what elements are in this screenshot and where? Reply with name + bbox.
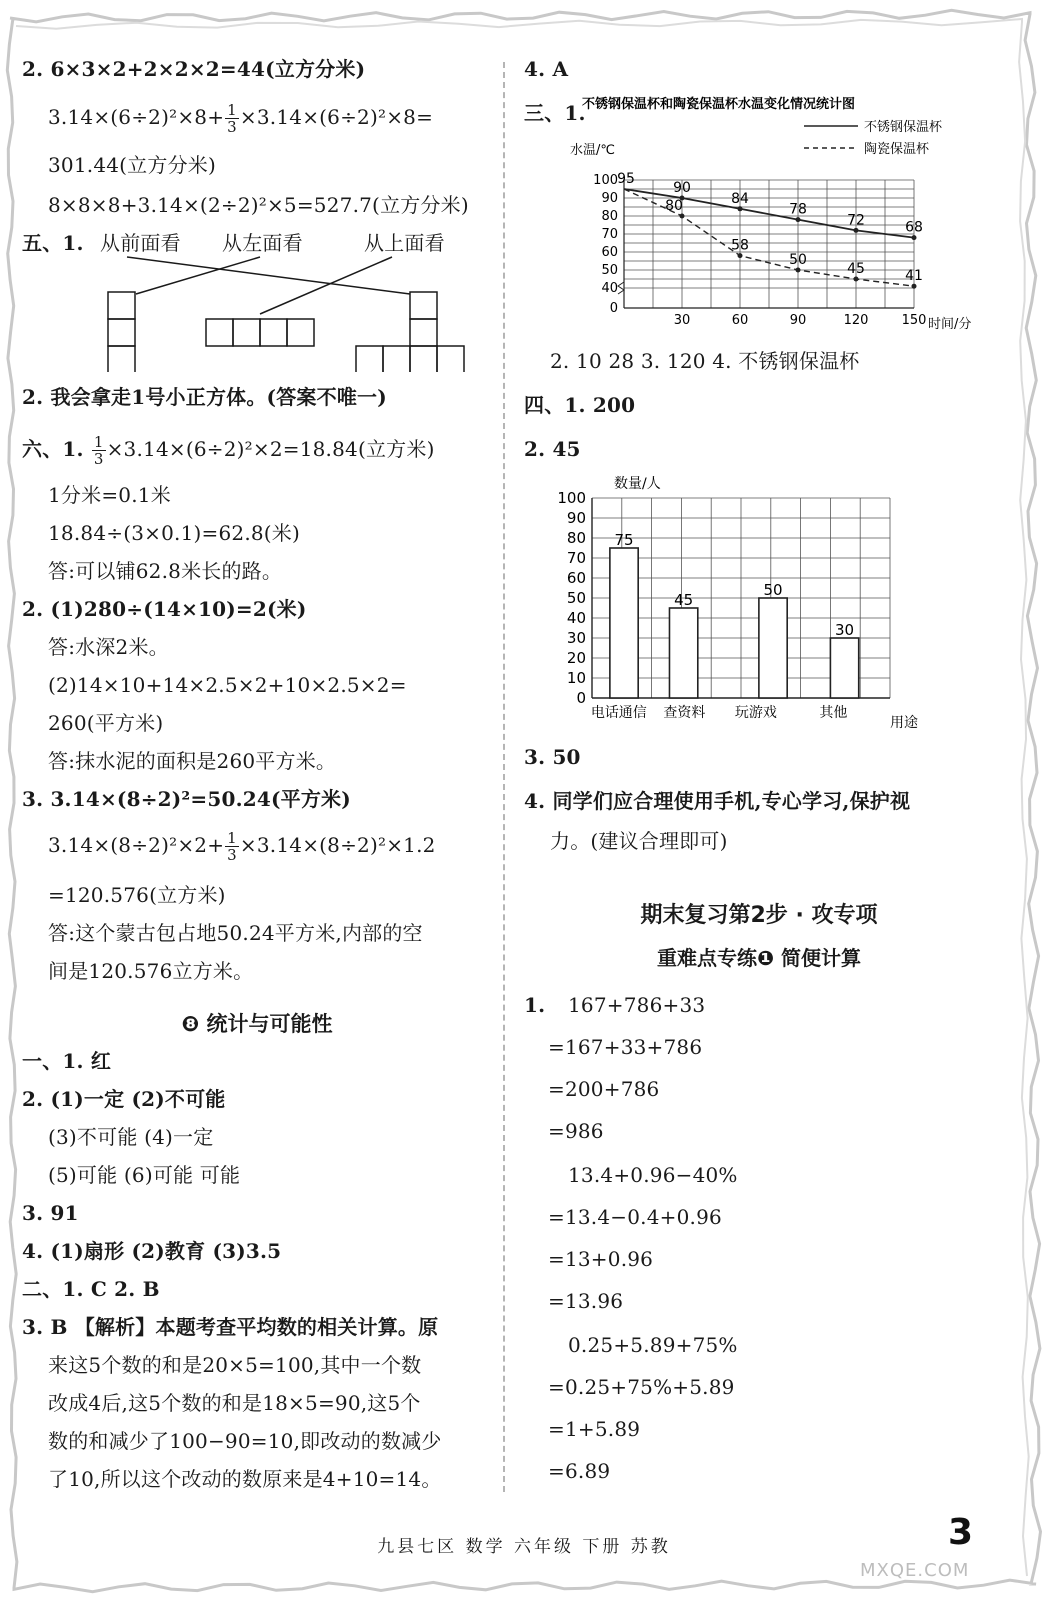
answer-line xyxy=(22,434,435,467)
section-number: 三、1. xyxy=(524,101,586,125)
answer-line: 四、1. 200 xyxy=(524,393,636,417)
bar xyxy=(669,608,697,698)
answer-line: (5)可能 (6)可能 可能 xyxy=(48,1163,241,1187)
data-label: 80 xyxy=(665,198,683,214)
y-tick-label: 60 xyxy=(601,245,618,260)
calc-line: =200+786 xyxy=(548,1077,660,1101)
answer-line: =120.576(立方米) xyxy=(48,883,226,907)
y-tick-label: 10 xyxy=(566,669,586,687)
answer-line: 8×8×8+3.14×(2÷2)²×5=527.7(立方分米) xyxy=(48,193,469,217)
view-shape-column xyxy=(108,292,135,372)
data-point xyxy=(796,217,801,222)
legend-label: 不锈钢保温杯 xyxy=(864,120,943,135)
answer-line: 18.84÷(3×0.1)=62.8(米) xyxy=(48,521,301,545)
answer-line: 一、1. 红 xyxy=(22,1049,112,1073)
answer-line xyxy=(48,830,436,863)
x-tick-label: 90 xyxy=(789,313,807,328)
category-label: 电话通信 xyxy=(590,705,647,721)
bar-value-label: 75 xyxy=(614,531,634,549)
data-label: 84 xyxy=(731,190,749,207)
fraction xyxy=(225,102,239,135)
answer-line: 答:水深2米。 xyxy=(48,635,169,659)
answer-line: 2. 10 28 3. 120 4. 不锈钢保温杯 xyxy=(550,349,860,373)
chart-title: 不锈钢保温杯和陶瓷保温杯水温变化情况统计图 xyxy=(582,97,856,112)
answer-line: 3. 50 xyxy=(524,745,581,769)
calc-line: =1+5.89 xyxy=(548,1417,641,1441)
y-tick-label: 60 xyxy=(566,569,586,587)
answer-line: 4. 同学们应合理使用手机,专心学习,保护视 xyxy=(524,789,911,813)
page-footer: 九县七区 数学 六年级 下册 苏教 xyxy=(377,1537,671,1557)
answer-line: 4. (1)扇形 (2)教育 (3)3.5 xyxy=(22,1239,282,1263)
answer-line: 260(平方米) xyxy=(48,711,164,735)
y-tick-label: 50 xyxy=(601,263,618,278)
fraction-numerator: 1 xyxy=(93,433,104,451)
answer-text: ×3.14×(6÷2)²×8= xyxy=(239,105,434,129)
fraction-numerator: 1 xyxy=(227,829,237,847)
answer-line: 2. (1)280÷(14×10)=2(米) xyxy=(22,597,307,621)
answer-line: 了10,所以这个改动的数原来是4+10=14。 xyxy=(48,1467,442,1491)
answer-line: 3. B 【解析】本题考查平均数的相关计算。原 xyxy=(22,1315,439,1339)
data-label: 58 xyxy=(731,237,749,254)
data-label: 50 xyxy=(789,252,807,268)
answer-line: 1分米=0.1米 xyxy=(48,483,171,507)
data-label: 78 xyxy=(789,201,807,218)
data-point xyxy=(912,284,917,289)
answer-line: (2)14×10+14×2.5×2+10×2.5×2= xyxy=(48,673,407,697)
answer-text: 3.14×(8÷2)²×2+ xyxy=(48,833,225,857)
bar xyxy=(830,638,858,698)
y-tick-label: 40 xyxy=(601,281,618,296)
data-label: 45 xyxy=(847,261,865,277)
y-axis-label: 水温/℃ xyxy=(570,143,615,158)
y-tick-label: 20 xyxy=(566,649,586,667)
calc-line: 13.4+0.96−40% xyxy=(568,1163,738,1187)
subsection-heading: 重难点专练❶ 简便计算 xyxy=(657,946,861,970)
page-number: 3 xyxy=(948,1512,974,1553)
fraction xyxy=(92,434,106,467)
data-point xyxy=(796,268,801,273)
y-tick-label: 90 xyxy=(601,191,618,206)
answer-line: 答:抹水泥的面积是260平方米。 xyxy=(48,749,337,773)
answer-text: ×3.14×(8÷2)²×1.2 xyxy=(239,833,436,857)
answer-line: 改成4后,这5个数的和是18×5=90,这5个 xyxy=(48,1391,421,1415)
chart-grid xyxy=(593,173,926,328)
bar-value-label: 45 xyxy=(674,591,694,609)
bar xyxy=(759,598,787,698)
calc-line: =13+0.96 xyxy=(548,1247,654,1271)
answer-line xyxy=(48,102,433,135)
data-point xyxy=(854,228,859,233)
view-label-front: 从前面看 xyxy=(100,231,181,255)
fraction-denominator: 3 xyxy=(93,450,104,468)
data-label: 41 xyxy=(905,268,923,285)
y-tick-label: 70 xyxy=(566,549,586,567)
y-tick-label: 30 xyxy=(566,629,586,647)
data-point xyxy=(680,214,685,219)
y-tick-label: 70 xyxy=(601,227,618,242)
y-tick-label: 80 xyxy=(601,209,618,224)
y-axis-label: 数量/人 xyxy=(614,476,661,492)
bar-chart xyxy=(534,470,934,732)
calc-line: =0.25+75%+5.89 xyxy=(548,1375,735,1399)
data-point xyxy=(912,235,917,240)
calc-line: =167+33+786 xyxy=(548,1035,703,1059)
chart-legend xyxy=(804,119,943,157)
answer-line: 二、1. C 2. B xyxy=(22,1277,160,1301)
legend-label: 陶瓷保温杯 xyxy=(864,142,930,157)
chart-series xyxy=(591,531,859,721)
calc-line: =986 xyxy=(548,1119,604,1143)
fraction xyxy=(225,830,239,863)
fraction-denominator: 3 xyxy=(227,846,237,864)
answer-line: 力。(建议合理即可) xyxy=(550,829,728,853)
x-tick-label: 60 xyxy=(731,313,749,328)
axis-break xyxy=(618,282,624,294)
data-point xyxy=(738,206,743,211)
view-shape-row xyxy=(206,319,314,346)
data-label: 72 xyxy=(847,212,865,229)
answer-line: 数的和减少了100−90=10,即改动的数减少 xyxy=(48,1429,442,1453)
answer-line: (3)不可能 (4)一定 xyxy=(48,1125,214,1149)
data-point xyxy=(854,277,859,282)
view-shape-L xyxy=(356,292,464,372)
data-point xyxy=(738,253,743,258)
x-tick-label: 150 xyxy=(901,313,927,328)
answer-line: 3. 91 xyxy=(22,1201,79,1225)
answer-line: 2. (1)一定 (2)不可能 xyxy=(22,1087,226,1111)
category-label: 其他 xyxy=(819,705,848,721)
answer-line: 答:可以铺62.8米长的路。 xyxy=(48,559,283,583)
category-label: 玩游戏 xyxy=(734,705,777,721)
answer-line: 答:这个蒙古包占地50.24平方米,内部的空 xyxy=(48,921,423,945)
x-axis-label: 时间/分 xyxy=(928,317,972,332)
y-tick-label: 90 xyxy=(566,509,586,527)
answer-line: 3. 3.14×(8÷2)²=50.24(平方米) xyxy=(22,787,351,811)
match-line xyxy=(260,257,392,314)
data-label: 68 xyxy=(905,219,923,236)
answer-line: 2. 45 xyxy=(524,437,581,461)
x-axis-label: 用途 xyxy=(890,715,918,731)
view-label-top: 从上面看 xyxy=(364,231,445,255)
match-line xyxy=(127,257,410,294)
answer-line: 301.44(立方分米) xyxy=(48,153,216,177)
y-tick-label: 0 xyxy=(609,301,618,316)
section-heading: ❽ 统计与可能性 xyxy=(181,1012,333,1036)
bar xyxy=(610,548,638,698)
answer-line: 2. 我会拿走1号小正方体。(答案不唯一) xyxy=(22,385,387,409)
watermark: MXQE.COM xyxy=(860,1560,970,1581)
calc-line: =6.89 xyxy=(548,1459,611,1483)
calc-line: 0.25+5.89+75% xyxy=(568,1333,738,1357)
x-tick-label: 30 xyxy=(673,313,691,328)
answer-text: 3.14×(6÷2)²×8+ xyxy=(48,105,225,129)
problem-number: 1. xyxy=(524,993,546,1017)
fraction-numerator: 1 xyxy=(227,101,237,119)
y-tick-label: 0 xyxy=(576,689,586,707)
column-divider xyxy=(503,62,505,1492)
answer-line: 来这5个数的和是20×5=100,其中一个数 xyxy=(48,1353,422,1377)
answer-line: 间是120.576立方米。 xyxy=(48,959,254,983)
answer-text: 六、1. xyxy=(22,437,91,461)
y-tick-label: 50 xyxy=(566,589,586,607)
calc-line: =13.96 xyxy=(548,1289,624,1313)
fraction-denominator: 3 xyxy=(227,118,237,136)
line-chart xyxy=(568,92,978,332)
answer-text: ×3.14×(6÷2)²×2=18.84(立方米) xyxy=(106,437,435,461)
view-label-left: 从左面看 xyxy=(222,231,303,255)
three-views-diagram xyxy=(22,252,492,372)
section-heading: 期末复习第2步 · 攻专项 xyxy=(640,903,878,928)
y-tick-label: 80 xyxy=(566,529,586,547)
answer-line: 4. A xyxy=(524,57,569,81)
bar-value-label: 50 xyxy=(763,581,783,599)
match-line xyxy=(136,257,260,294)
calc-line: =13.4−0.4+0.96 xyxy=(548,1205,722,1229)
calc-line: 167+786+33 xyxy=(568,993,706,1017)
y-tick-label: 40 xyxy=(566,609,586,627)
x-tick-label: 120 xyxy=(843,313,869,328)
bar-value-label: 30 xyxy=(835,621,855,639)
section-number: 五、1. xyxy=(22,231,84,255)
data-label: 90 xyxy=(673,180,691,196)
answer-line: 2. 6×3×2+2×2×2=44(立方分米) xyxy=(22,57,366,81)
y-tick-label: 100 xyxy=(557,489,586,507)
category-label: 查资料 xyxy=(663,705,706,721)
y-tick-label: 100 xyxy=(593,173,618,188)
data-label: 95 xyxy=(617,171,635,187)
